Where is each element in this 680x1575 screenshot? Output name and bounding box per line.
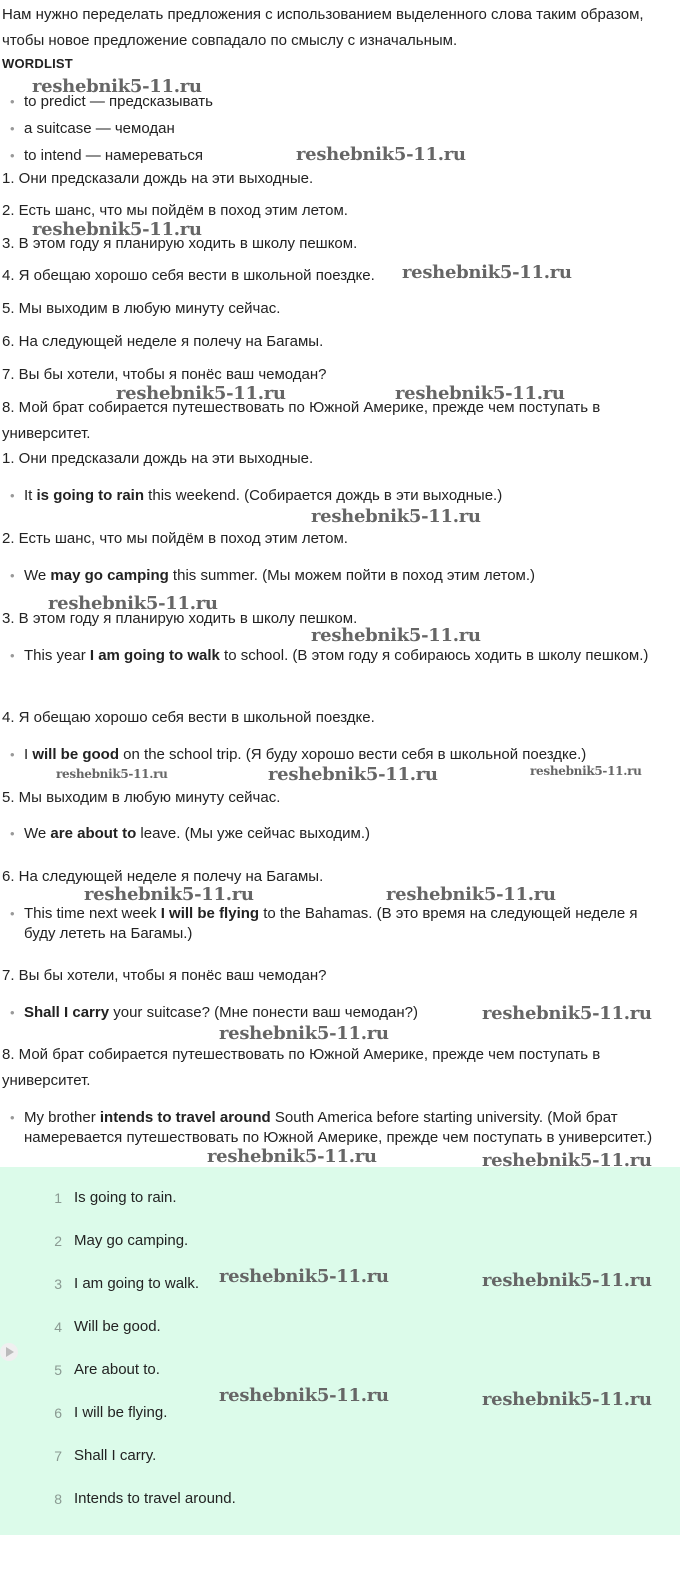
watermark: reshebnik5-11.ru — [402, 262, 572, 283]
question: 3. В этом году я планирую ходить в школу пешком. — [2, 235, 358, 252]
question: 6. На следующей неделе я полечу на Багамы. — [2, 868, 324, 885]
answer: • I will be good on the school trip. (Я буду хорошо вести себя в школьной поездке.) — [14, 745, 669, 765]
watermark: reshebnik5-11.ru — [311, 625, 481, 646]
key-row: 6 I will be flying. — [54, 1404, 168, 1421]
question: 8. Мой брат собирается путешествовать по Южной Америке, прежде чем поступать в университет. — [2, 399, 601, 442]
watermark: reshebnik5-11.ru — [482, 1150, 652, 1171]
key-row: 2 May go camping. — [54, 1232, 189, 1249]
question: 6. На следующей неделе я полечу на Багамы. — [2, 333, 324, 350]
answer-keyword: may go camping — [50, 567, 169, 584]
watermark: reshebnik5-11.ru — [395, 383, 565, 404]
watermark: reshebnik5-11.ru — [482, 1003, 652, 1024]
watermark: reshebnik5-11.ru — [48, 593, 218, 614]
question: 5. Мы выходим в любую минуту сейчас. — [2, 300, 281, 317]
wordlist-item: • a suitcase — чемодан — [14, 119, 669, 139]
wordlist-item: • to predict — предсказывать — [14, 92, 669, 112]
question: 2. Есть шанс, что мы пойдём в поход этим летом. — [2, 530, 348, 547]
question: 5. Мы выходим в любую минуту сейчас. — [2, 789, 281, 806]
answer: • Shall I carry your suitcase? (Мне понести ваш чемодан?) — [14, 1003, 669, 1023]
answer: • This year I am going to walk to school. (В этом году я собираюсь ходить в школу пешком.) — [14, 646, 669, 666]
key-row: 8 Intends to travel around. — [54, 1490, 236, 1507]
watermark: reshebnik5-11.ru — [268, 764, 438, 785]
watermark: reshebnik5-11.ru — [219, 1266, 389, 1287]
answer: • It is going to rain this weekend. (Собирается дождь в эти выходные.) — [14, 486, 669, 506]
question: 7. Вы бы хотели, чтобы я понёс ваш чемодан? — [2, 967, 327, 984]
question: 4. Я обещаю хорошо себя вести в школьной поездке. — [2, 267, 375, 284]
answer: • We are about to leave. (Мы уже сейчас выходим.) — [14, 824, 669, 844]
key-row: 7 Shall I carry. — [54, 1447, 157, 1464]
question: 1. Они предсказали дождь на эти выходные. — [2, 450, 314, 467]
watermark: reshebnik5-11.ru — [116, 383, 286, 404]
answer-keyword: I will be flying — [160, 905, 260, 922]
watermark: reshebnik5-11.ru — [296, 144, 466, 165]
question: 7. Вы бы хотели, чтобы я понёс ваш чемодан? — [2, 366, 327, 383]
answer-keyword: are about to — [50, 825, 137, 842]
watermark: reshebnik5-11.ru — [32, 219, 202, 240]
wordlist-item: • to intend — намереваться — [14, 146, 669, 166]
watermark: reshebnik5-11.ru — [386, 884, 556, 905]
answer-keyword: is going to rain — [36, 487, 145, 504]
intro-text: Нам нужно переделать предложения с использованием выделенного слова таким образом, чтобы новое предложение совпадало по смыслу с изначальным. — [2, 6, 644, 49]
watermark: reshebnik5-11.ru — [482, 1270, 652, 1291]
watermark: reshebnik5-11.ru — [84, 884, 254, 905]
answer-keyword: Shall I carry — [24, 1004, 110, 1021]
play-icon[interactable] — [0, 1343, 18, 1361]
answer: • This time next week I will be flying to the Bahamas. (В это время на следующей неделе я буду лететь на Багамы.) — [14, 904, 669, 944]
watermark: reshebnik5-11.ru — [207, 1146, 377, 1167]
answer-keyword: I am going to walk — [89, 647, 220, 664]
answer: • My brother intends to travel around South America before starting university. (Мой брат намеревается путешествовать по Южной Америке, прежде чем поступать в университет.) — [14, 1108, 669, 1148]
question: 3. В этом году я планирую ходить в школу пешком. — [2, 610, 358, 627]
question: 8. Мой брат собирается путешествовать по Южной Америке, прежде чем поступать в университет. — [2, 1046, 601, 1089]
watermark: reshebnik5-11.ru — [219, 1023, 389, 1044]
wordlist-title: WORDLIST — [2, 56, 73, 71]
watermark: reshebnik5-11.ru — [32, 76, 202, 97]
watermark: reshebnik5-11.ru — [311, 506, 481, 527]
question: 1. Они предсказали дождь на эти выходные. — [2, 170, 314, 187]
answer-keyword: intends to travel around — [99, 1109, 271, 1126]
key-row: 1 Is going to rain. — [54, 1189, 177, 1206]
question: 4. Я обещаю хорошо себя вести в школьной поездке. — [2, 709, 375, 726]
watermark: reshebnik5-11.ru — [219, 1385, 389, 1406]
watermark: reshebnik5-11.ru — [56, 767, 168, 781]
answer-key-panel — [0, 1167, 680, 1535]
watermark: reshebnik5-11.ru — [482, 1389, 652, 1410]
key-row: 4 Will be good. — [54, 1318, 161, 1335]
answer: • We may go camping this summer. (Мы можем пойти в поход этим летом.) — [14, 566, 669, 586]
key-row: 3 I am going to walk. — [54, 1275, 200, 1292]
key-row: 5 Are about to. — [54, 1361, 160, 1378]
question: 2. Есть шанс, что мы пойдём в поход этим летом. — [2, 202, 348, 219]
answer-keyword: will be good — [32, 746, 120, 763]
watermark: reshebnik5-11.ru — [530, 764, 642, 778]
